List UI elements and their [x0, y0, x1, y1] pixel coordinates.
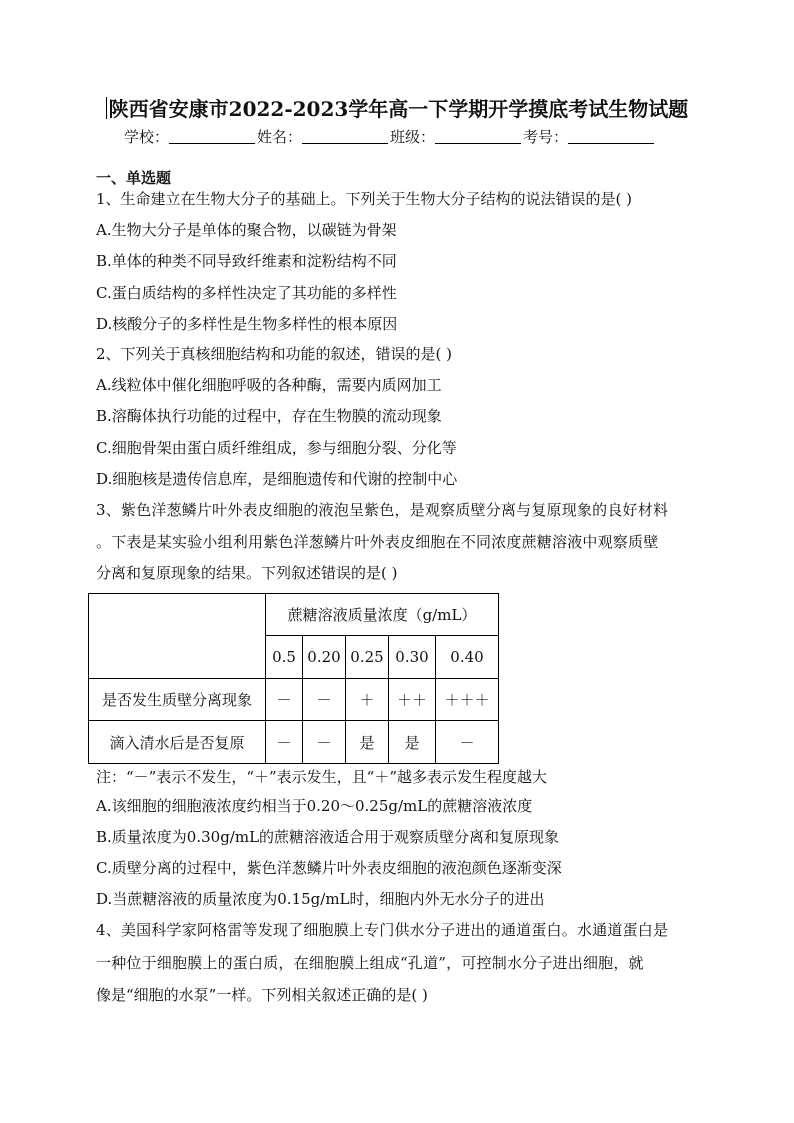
q2-option-d: D.细胞核是遗传信息库，是细胞遗传和代谢的控制中心: [96, 470, 458, 488]
number-blank[interactable]: [568, 129, 654, 144]
school-label: 学校：: [124, 128, 170, 146]
q4-stem-line-2: 一种位于细胞膜上的蛋白质，在细胞膜上组成“孔道”，可控制水分子进出细胞，就: [96, 954, 644, 972]
q2-option-a: A.线粒体中催化细胞呼吸的各种酶，需要内质网加工: [96, 376, 442, 394]
table-header-concentration: 蔗糖溶液质量浓度（g/mL）: [266, 594, 499, 636]
exam-title: [0, 94, 794, 124]
number-label: 考号：: [523, 128, 569, 146]
q3-option-b: B.质量浓度为0.30g/mL的蔗糖溶液适合用于观察质壁分离和复原现象: [96, 828, 560, 846]
q2-stem: 2、下列关于真核细胞结构和功能的叙述，错误的是( ): [96, 345, 453, 363]
conc-cell: 0.20: [303, 636, 346, 679]
q3-option-a: A.该细胞的细胞液浓度约相当于0.20～0.25g/mL的蔗糖溶液浓度: [96, 797, 533, 815]
row-label-plasmolysis: 是否发生质壁分离现象: [89, 679, 266, 721]
q4-stem-line-1: 4、美国科学家阿格雷等发现了细胞膜上专门供水分子进出的通道蛋白。水通道蛋白是: [96, 921, 669, 939]
table-note: 注：“－”表示不发生，“＋”表示发生，且“＋”越多表示发生程度越大: [96, 768, 548, 786]
conc-cell: 0.30: [389, 636, 436, 679]
conc-cell: 0.5: [266, 636, 303, 679]
student-info-line: [124, 126, 656, 148]
table-cell: －: [266, 721, 303, 764]
table-cell: ＋＋＋: [436, 679, 499, 721]
q1-option-b: B.单体的种类不同导致纤维素和淀粉结构不同: [96, 252, 397, 270]
exam-title-text: 陕西省安康市2022-2023学年高一下学期开学摸底考试生物试题: [108, 97, 689, 121]
q3-stem-line-1: 3、紫色洋葱鳞片叶外表皮细胞的液泡呈紫色，是观察质壁分离与复原现象的良好材料: [96, 501, 669, 519]
q4-stem-line-3: 像是“细胞的水泵”一样。下列相关叙述正确的是( ): [96, 986, 428, 1004]
table-cell: ＋: [346, 679, 389, 721]
q3-stem-line-3: 分离和复原现象的结果。下列叙述错误的是( ): [96, 564, 398, 582]
table-cell: －: [266, 679, 303, 721]
name-blank[interactable]: [302, 129, 388, 144]
section-title: 一、单选题: [96, 169, 172, 187]
class-blank[interactable]: [435, 129, 521, 144]
q1-option-a: A.生物大分子是单体的聚合物，以碳链为骨架: [96, 221, 397, 239]
q3-option-c: C.质壁分离的过程中，紫色洋葱鳞片叶外表皮细胞的液泡颜色逐渐变深: [96, 859, 562, 877]
q1-stem: 1、生命建立在生物大分子的基础上。下列关于生物大分子结构的说法错误的是( ): [96, 190, 633, 208]
q1-option-c: C.蛋白质结构的多样性决定了其功能的多样性: [96, 284, 397, 302]
table-cell: ＋＋: [389, 679, 436, 721]
conc-cell: 0.25: [346, 636, 389, 679]
q2-option-b: B.溶酶体执行功能的过程中，存在生物膜的流动现象: [96, 407, 442, 425]
class-label: 班级：: [390, 128, 436, 146]
q3-stem-line-2: 。下表是某实验小组利用紫色洋葱鳞片叶外表皮细胞在不同浓度蔗糖溶液中观察质壁: [96, 533, 659, 551]
table-cell: －: [303, 679, 346, 721]
q3-option-d: D.当蔗糖溶液的质量浓度为0.15g/mL时，细胞内外无水分子的进出: [96, 890, 545, 908]
row-label-recovery: 滴入清水后是否复原: [89, 721, 266, 764]
results-table: [88, 593, 499, 764]
table-corner-cell: [89, 594, 266, 679]
school-blank[interactable]: [169, 129, 255, 144]
table-cell: 是: [389, 721, 436, 764]
conc-cell: 0.40: [436, 636, 499, 679]
q1-option-d: D.核酸分子的多样性是生物多样性的根本原因: [96, 315, 398, 333]
table-cell: －: [436, 721, 499, 764]
table-cell: 是: [346, 721, 389, 764]
table-cell: －: [303, 721, 346, 764]
name-label: 姓名：: [257, 128, 303, 146]
q2-option-c: C.细胞骨架由蛋白质纤维组成，参与细胞分裂、分化等: [96, 439, 457, 457]
text-cursor: [106, 97, 107, 119]
